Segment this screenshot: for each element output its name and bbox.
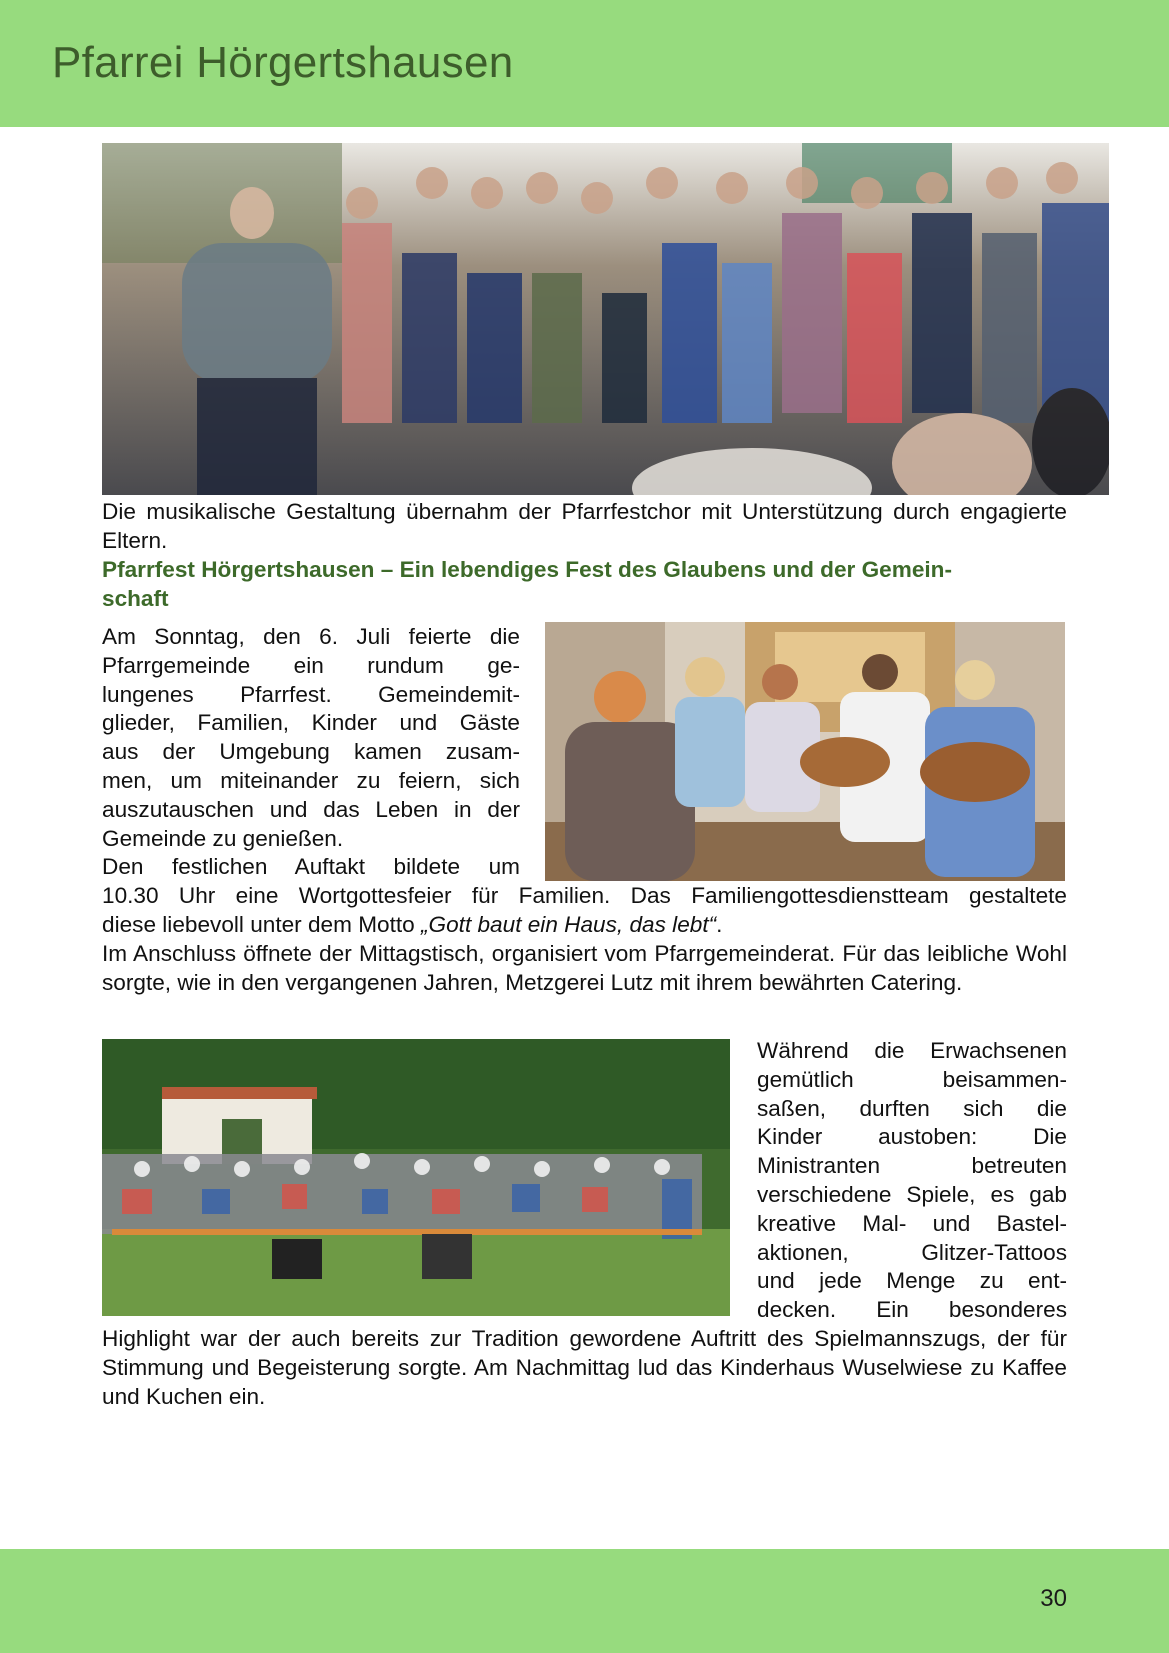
photo-caption: Die musikalische Gestaltung übernahm der Pfarrfestchor mit Unterstützung durch engagierte Eltern. <box>102 499 1067 553</box>
text-line: kreative Mal- und Bastel- <box>757 1210 1067 1236</box>
paragraph-children-continued: Highlight war der auch bereits zur Tradition gewordene Auftritt des Spielmannszugs, der für Stimmung und Begeisterung sorgte. Am Nachmittag lud das Kinderhaus Wuselwiese zu Kaffee und Kuchen ein. <box>102 1326 1067 1409</box>
text-span: diese liebevoll unter dem Motto <box>102 911 421 937</box>
page-footer <box>0 1549 1169 1653</box>
text-line: saßen, durften sich die <box>757 1095 1067 1121</box>
musicians-photo <box>545 622 1065 881</box>
page-number: 30 <box>1040 1585 1067 1612</box>
text-line: decken. Ein besonderes <box>757 1297 1067 1323</box>
text-line: Gemeinde zu genießen. <box>102 825 344 851</box>
paragraph-lunch: Im Anschluss öffnete der Mittagstisch, organisiert vom Pfarrgemeinderat. Für das leibliche Wohl sorgte, wie in den vergangenen Jahren, Metzgerei Lutz mit ihrem bewährten Catering. <box>102 941 1067 995</box>
text-line: Kinder austoben: Die <box>757 1124 1067 1150</box>
text-line: Pfarrgemeinde ein rundum ge- <box>102 652 520 678</box>
text-line: men, um miteinander zu feiern, sich <box>102 767 520 793</box>
text-line: Am Sonntag, den 6. Juli feierte die <box>102 624 520 649</box>
paragraph-intro <box>102 623 520 882</box>
page-title: Pfarrei Hörgertshausen <box>52 38 514 87</box>
text-line <box>102 911 1067 940</box>
text-line: aus der Umgebung kamen zusam- <box>102 739 520 765</box>
festival-crowd-photo <box>102 1039 730 1316</box>
article-heading-line-2: schaft <box>102 585 169 611</box>
paragraph-service <box>102 882 1067 940</box>
text-span: . <box>716 911 723 937</box>
page-header <box>0 0 1169 127</box>
choir-photo <box>102 143 1109 495</box>
text-line: auszutauschen und das Leben in der <box>102 796 520 822</box>
text-line: 10.30 Uhr eine Wortgottesfeier für Familien. Das Familiengottesdienstteam gestaltete <box>102 883 1067 908</box>
article-heading-line-1: Pfarrfest Hörgertshausen – Ein lebendiges Fest des Glaubens und der Gemein- <box>102 557 952 582</box>
paragraph-children <box>757 1037 1067 1325</box>
text-line: und jede Menge zu ent- <box>757 1268 1067 1294</box>
text-line: verschiedene Spiele, es gab <box>757 1181 1067 1207</box>
motto-text: „Gott baut ein Haus, das lebt“ <box>421 911 717 937</box>
text-line: lungenes Pfarrfest. Gemeindemit- <box>102 681 520 707</box>
text-line: Den festlichen Auftakt bildete um <box>102 854 520 880</box>
text-line: glieder, Familien, Kinder und Gäste <box>102 710 520 736</box>
text-line: Ministranten betreuten <box>757 1153 1067 1179</box>
text-line: gemütlich beisammen- <box>757 1066 1067 1092</box>
text-line: aktionen, Glitzer-Tattoos <box>757 1239 1067 1265</box>
article-heading <box>102 556 1067 614</box>
text-line: Während die Erwachsenen <box>757 1038 1067 1063</box>
